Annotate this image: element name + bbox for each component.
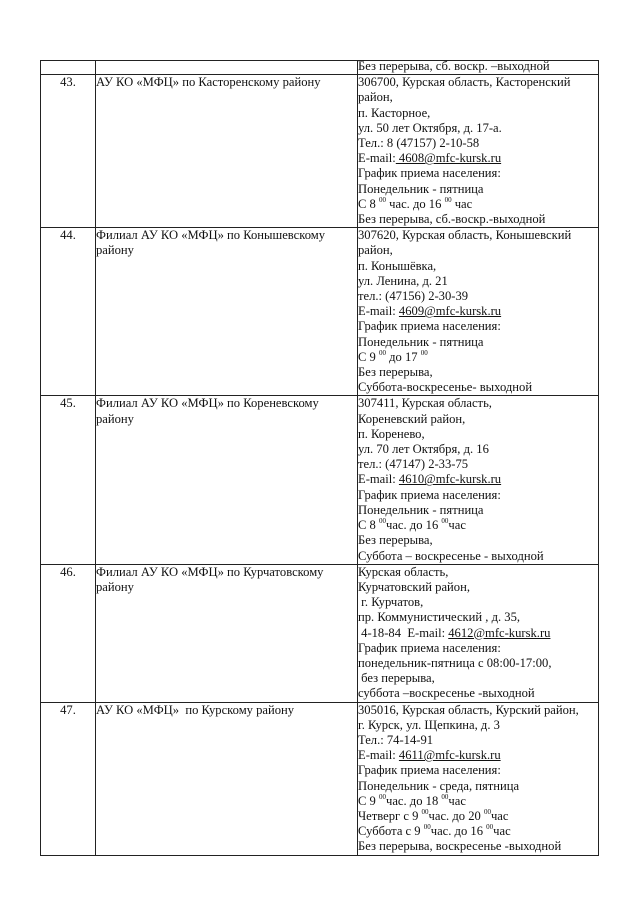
address-line: район,: [358, 243, 393, 258]
schedule-note: Без перерыва, сб.-воскр.-выходной: [358, 212, 546, 227]
schedule-note: Суббота – воскресенье - выходной: [358, 548, 544, 563]
schedule-title: График приема населения:: [358, 166, 501, 181]
address-line: 305016, Курская область, Курский район,: [358, 702, 579, 717]
schedule-days: Понедельник - пятница: [358, 502, 484, 517]
schedule-title: График приема населения:: [358, 319, 501, 334]
office-details: [358, 61, 599, 75]
row-number: [41, 61, 96, 75]
address-line: г. Курчатов,: [358, 595, 424, 610]
office-name: АУ КО «МФЦ» по Касторенскому району: [96, 75, 358, 228]
phone-email-prefix: 4-18-84 E-mail:: [358, 625, 449, 640]
email-line: [358, 748, 598, 763]
phone-line: Тел.: 8 (47157) 2-10-58: [358, 136, 480, 151]
schedule-hours: С 8 $^{00}$ час. до 16 $^{00}$ час: [358, 195, 473, 211]
row-number: 47.: [41, 702, 96, 855]
schedule-note: Без перерыва, сб. воскр. –выходной: [358, 59, 550, 73]
phone-line: Тел.: 74-14-91: [358, 732, 434, 747]
office-details: [358, 564, 599, 702]
email-label: E-mail:: [358, 748, 399, 763]
email-link[interactable]: 4612@mfc-kursk.ru: [448, 625, 551, 640]
office-name: Филиал АУ КО «МФЦ» по Конышевскому району: [96, 228, 358, 396]
email-link[interactable]: 4609@mfc-kursk.ru: [398, 304, 502, 319]
table-row: [41, 564, 599, 702]
schedule-hours: С 8 $^{00}$час. до 16 $^{00}$час: [358, 516, 466, 533]
address-line: Кореневский район,: [358, 411, 466, 426]
table-row: [41, 75, 599, 228]
address-line: 306700, Курская область, Касторенский: [358, 75, 571, 90]
schedule-hours: Суббота с 9 $^{00}$час. до 16 $^{00}$час: [358, 822, 511, 839]
schedule-days: Понедельник - пятница: [358, 334, 484, 349]
email-label: E-mail:: [358, 304, 399, 319]
mfc-offices-table: [40, 60, 599, 856]
row-number: 44.: [41, 228, 96, 396]
schedule-hours: С 9 $^{00}$час. до 18 $^{00}$час: [358, 792, 466, 808]
email-label: E-mail:: [358, 151, 396, 166]
row-number: 46.: [41, 564, 96, 702]
schedule-days: Понедельник - среда, пятница: [358, 778, 520, 793]
address-line: ул. Ленина, д. 21: [358, 273, 448, 288]
office-name: Филиал АУ КО «МФЦ» по Курчатовскому району: [96, 564, 358, 702]
office-details: [358, 228, 599, 396]
phone-line: тел.: (47147) 2-33-75: [358, 457, 469, 472]
schedule-title: График приема населения:: [358, 487, 501, 502]
office-name: [96, 61, 358, 75]
office-details: [358, 75, 599, 228]
schedule-title: График приема населения:: [358, 640, 501, 655]
schedule-note: Без перерыва,: [358, 365, 433, 380]
schedule-hours: Четверг с 9 $^{00}$час. до 20 $^{00}$час: [358, 807, 509, 823]
address-line: п. Коренево,: [358, 426, 425, 441]
phone-line: тел.: (47156) 2-30-39: [358, 289, 469, 304]
row-number: 45.: [41, 396, 96, 564]
schedule-days: Понедельник - пятница: [358, 181, 484, 196]
address-line: г. Курск, ул. Щепкина, д. 3: [358, 717, 500, 732]
schedule-note: Суббота-воскресенье- выходной: [358, 380, 533, 395]
table-row: [41, 396, 599, 564]
address-line: Курчатовский район,: [358, 579, 470, 594]
email-link[interactable]: 4608@mfc-kursk.ru: [395, 151, 502, 166]
address-line: п. Касторное,: [358, 105, 431, 120]
schedule-note: Без перерыва, воскресенье -выходной: [358, 839, 562, 854]
schedule-note: суббота –воскресенье -выходной: [358, 686, 535, 701]
email-label: E-mail:: [358, 472, 399, 487]
office-name: АУ КО «МФЦ» по Курскому району: [96, 702, 358, 855]
office-details: [358, 396, 599, 564]
table-row: [41, 702, 599, 855]
email-link[interactable]: 4610@mfc-kursk.ru: [398, 472, 502, 487]
row-number: 43.: [41, 75, 96, 228]
address-line: 307411, Курская область,: [358, 396, 492, 411]
address-line: 307620, Курская область, Конышевский: [358, 228, 572, 243]
schedule-days: понедельник-пятница с 08:00-17:00,: [358, 655, 552, 670]
schedule-title: График приема населения:: [358, 763, 501, 778]
email-link[interactable]: 4611@mfc-kursk.ru: [398, 748, 501, 763]
address-line: район,: [358, 90, 393, 105]
table-row: [41, 228, 599, 396]
email-line: [358, 304, 598, 319]
address-line: п. Конышёвка,: [358, 258, 437, 273]
schedule-note: без перерыва,: [358, 671, 435, 686]
table-row: [41, 61, 599, 75]
office-name: Филиал АУ КО «МФЦ» по Кореневскому району: [96, 396, 358, 564]
email-line: [358, 472, 598, 487]
address-line: пр. Коммунистический , д. 35,: [358, 610, 521, 625]
schedule-note: Без перерыва,: [358, 533, 433, 548]
address-line: ул. 50 лет Октября, д. 17-а.: [358, 120, 502, 135]
email-line: [358, 626, 598, 641]
office-details: [358, 702, 599, 855]
address-line: Курская область,: [358, 564, 449, 579]
address-line: ул. 70 лет Октября, д. 16: [358, 442, 489, 457]
schedule-hours: С 9 $^{00}$ до 17 $^{00}$: [358, 348, 428, 364]
email-line: [358, 151, 598, 166]
